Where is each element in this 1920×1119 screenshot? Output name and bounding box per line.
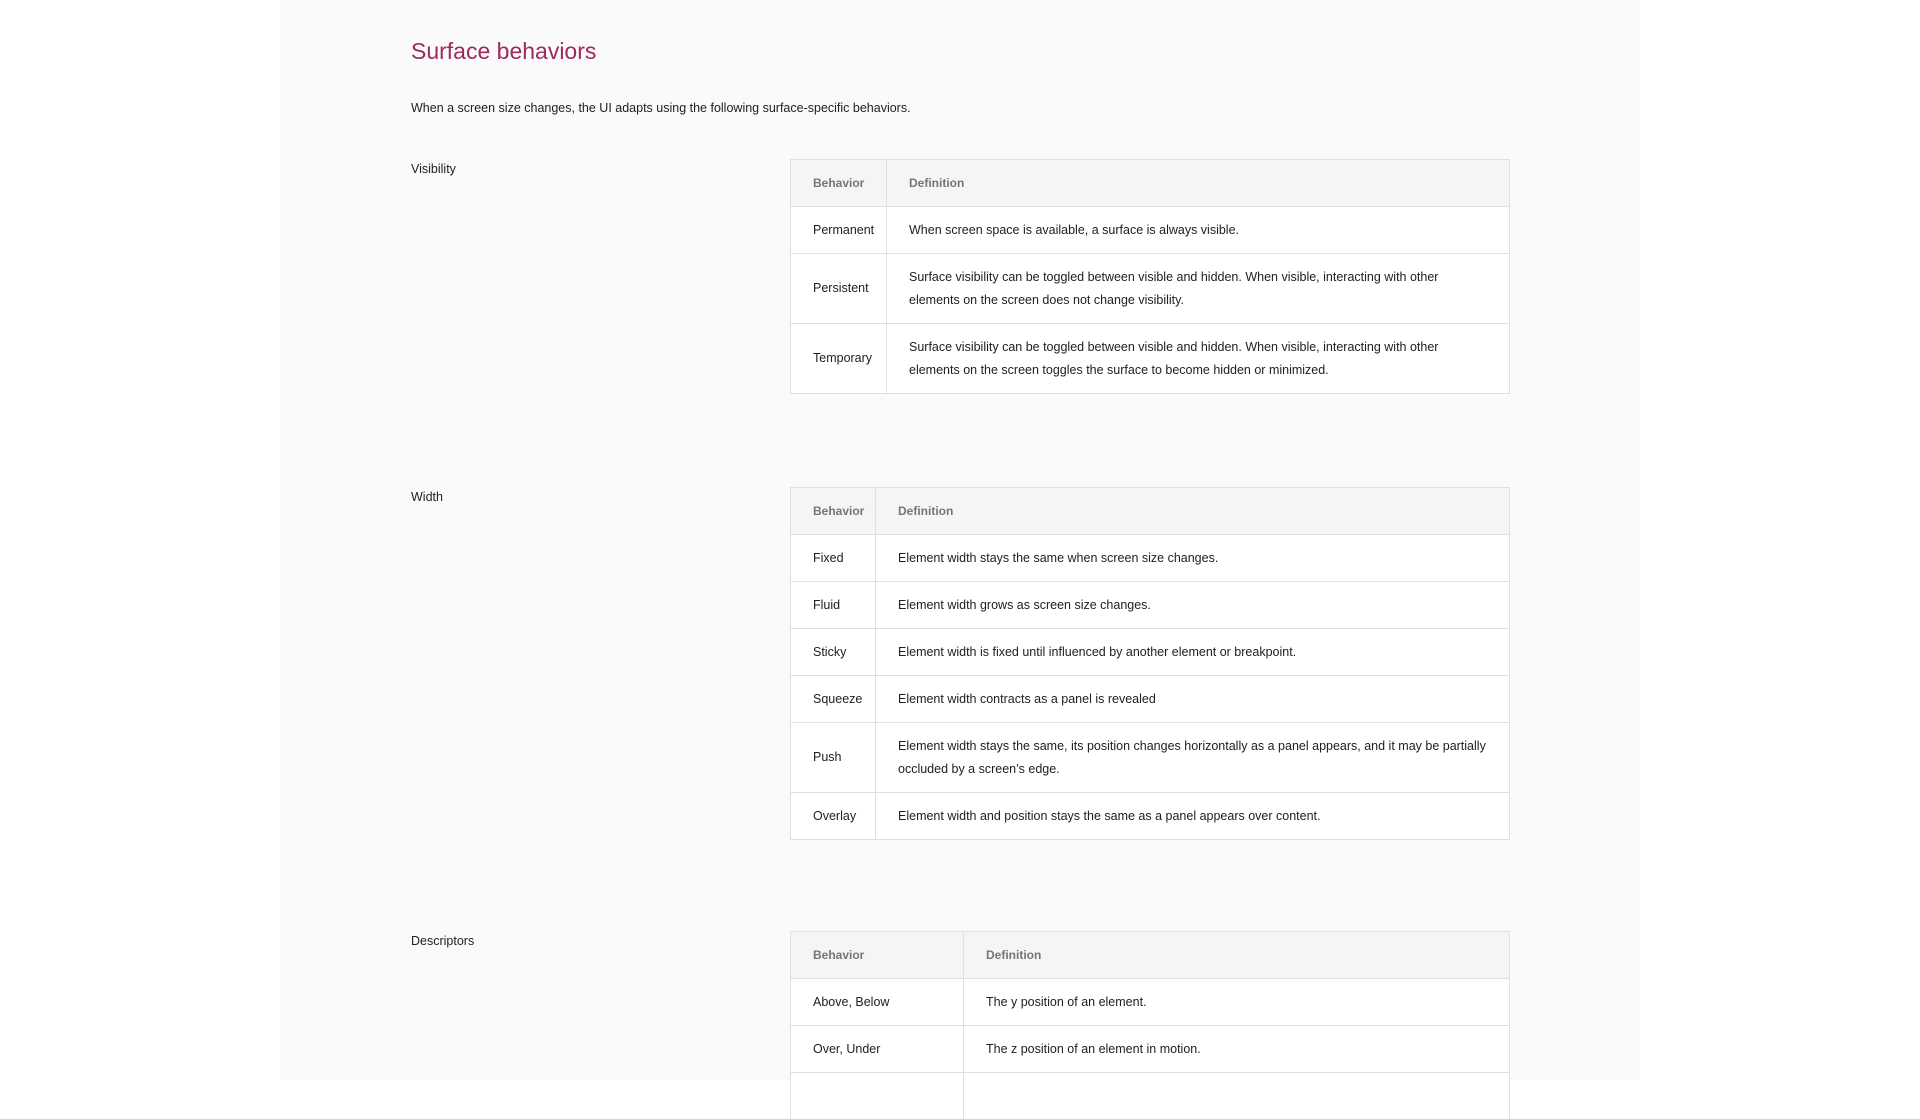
definition-cell: Element width and position stays the same as a panel appears over content. — [898, 808, 1321, 823]
section-label-descriptors: Descriptors — [411, 934, 475, 948]
definition-cell: Surface visibility can be toggled between visible and hidden. When visible, interacting with other elements on the screen does not change visibility. — [909, 270, 1439, 307]
definition-cell: Element width stays the same when screen size changes. — [898, 550, 1219, 565]
behavior-cell: Persistent — [791, 254, 887, 323]
table-header-row — [791, 488, 1509, 534]
behavior-cell: Squeeze — [791, 676, 876, 722]
behavior-cell: Fixed — [791, 535, 876, 581]
visibility-table — [790, 159, 1510, 394]
page-title: Surface behaviors — [411, 38, 597, 64]
header-definition: Definition — [898, 503, 954, 518]
header-definition: Definition — [909, 175, 965, 190]
header-behavior: Behavior — [791, 160, 887, 206]
table-row — [791, 534, 1509, 581]
definition-cell: Element width contracts as a panel is revealed — [898, 691, 1156, 706]
table-row — [791, 722, 1509, 792]
header-definition: Definition — [986, 947, 1042, 962]
table-row — [791, 628, 1509, 675]
behavior-cell: Push — [791, 723, 876, 792]
behavior-cell: Permanent — [791, 207, 887, 253]
table-row — [791, 978, 1509, 1025]
behavior-cell: Overlay — [791, 793, 876, 839]
behavior-cell: Fluid — [791, 582, 876, 628]
section-label-width: Width — [411, 490, 443, 504]
page-surface — [280, 0, 1640, 1080]
definition-cell: The z position of an element in motion. — [986, 1041, 1201, 1056]
section-label-visibility: Visibility — [411, 162, 456, 176]
table-header-row — [791, 160, 1509, 206]
behavior-cell: Temporary — [791, 324, 887, 393]
definition-cell: The y position of an element. — [986, 994, 1147, 1009]
header-behavior: Behavior — [791, 488, 876, 534]
definition-cell: Element width stays the same, its position changes horizontally as a panel appears, and it may be partially occluded by a screen’s edge. — [898, 739, 1486, 776]
behavior-cell: Sticky — [791, 629, 876, 675]
table-header-row — [791, 932, 1509, 978]
intro-paragraph: When a screen size changes, the UI adapts using the following surface-specific behaviors. — [411, 101, 911, 115]
table-row — [791, 323, 1509, 393]
header-behavior: Behavior — [791, 932, 964, 978]
behavior-cell: Over, Under — [791, 1026, 964, 1072]
width-table — [790, 487, 1510, 840]
definition-cell: When screen space is available, a surface is always visible. — [909, 222, 1240, 237]
behavior-cell: Above, Below — [791, 979, 964, 1025]
descriptors-table — [790, 931, 1510, 1119]
definition-cell: Element width grows as screen size changes. — [898, 597, 1151, 612]
table-row — [791, 253, 1509, 323]
table-row — [791, 1025, 1509, 1072]
table-row — [791, 1072, 1509, 1119]
definition-cell: Element width is fixed until influenced by another element or breakpoint. — [898, 644, 1297, 659]
table-row — [791, 206, 1509, 253]
definition-cell: Surface visibility can be toggled between visible and hidden. When visible, interacting with other elements on the screen toggles the surface to become hidden or minimized. — [909, 340, 1439, 377]
table-row — [791, 675, 1509, 722]
table-row — [791, 581, 1509, 628]
table-row — [791, 792, 1509, 839]
